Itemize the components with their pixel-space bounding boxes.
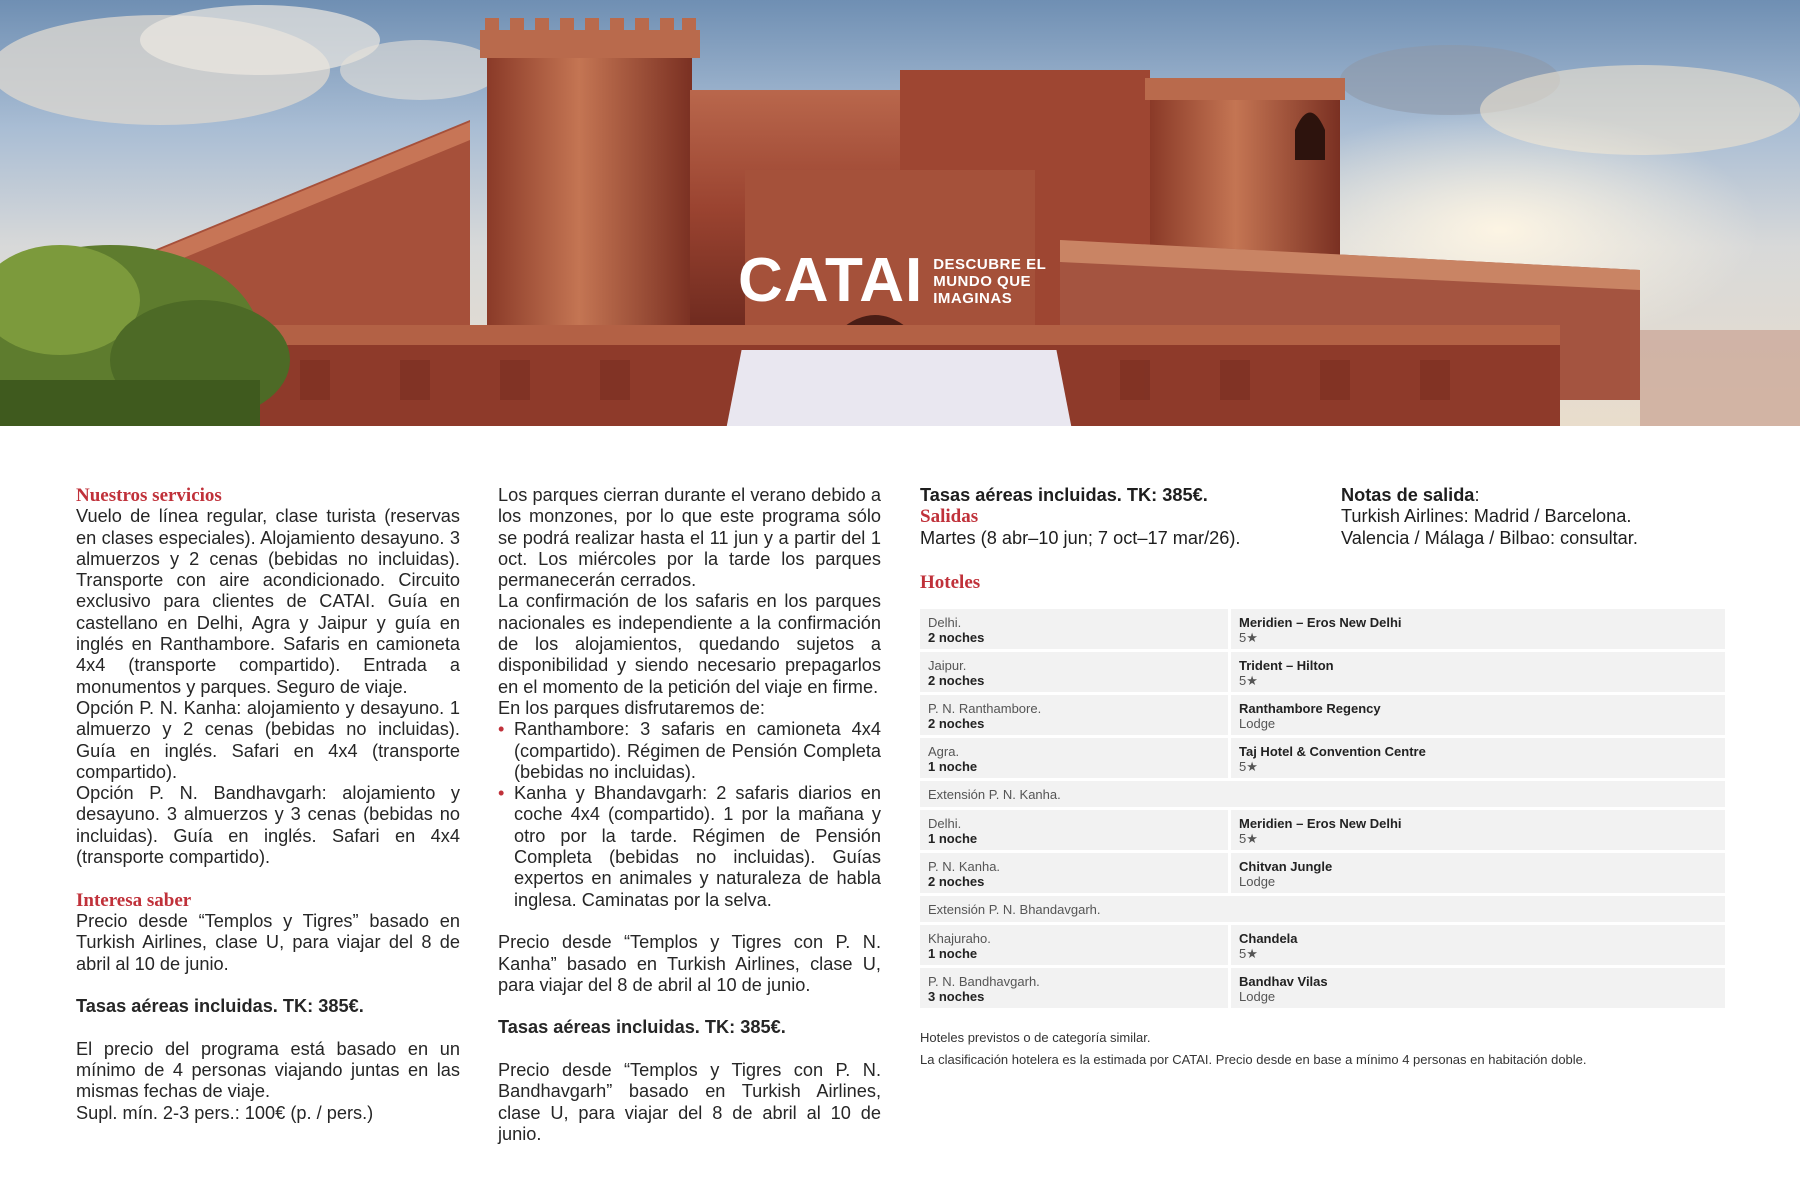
hotel-category: 5★ bbox=[1239, 630, 1258, 645]
hotel-name: Trident – Hilton bbox=[1239, 658, 1334, 673]
table-row bbox=[920, 968, 1725, 1008]
paragraph: Supl. mín. 2-3 pers.: 100€ (p. / pers.) bbox=[76, 1102, 374, 1123]
location-cell bbox=[920, 738, 1231, 778]
nights: 1 noche bbox=[928, 946, 978, 961]
location: Jaipur. bbox=[928, 658, 967, 673]
hotel-name: Meridien – Eros New Delhi bbox=[1239, 816, 1402, 831]
nights: 1 noche bbox=[928, 831, 978, 846]
extension-label: Extensión P. N. Kanha. bbox=[920, 781, 1725, 807]
location-cell bbox=[920, 652, 1231, 692]
paragraph: En los parques disfrutaremos de: bbox=[498, 697, 765, 718]
section-title-servicios: Nuestros servicios bbox=[76, 485, 222, 506]
location: P. N. Kanha. bbox=[928, 859, 1001, 874]
section-title-hoteles: Hoteles bbox=[920, 572, 981, 593]
location-cell bbox=[920, 810, 1231, 850]
hotel-cell bbox=[1231, 968, 1725, 1008]
hotel-category: Lodge bbox=[1239, 989, 1276, 1004]
nights: 2 noches bbox=[928, 673, 985, 688]
hotel-name: Chandela bbox=[1239, 931, 1298, 946]
nights: 2 noches bbox=[928, 630, 985, 645]
hotel-cell bbox=[1231, 853, 1725, 893]
hotel-cell bbox=[1231, 695, 1725, 735]
table-row bbox=[920, 810, 1725, 850]
paragraph: Precio desde “Templos y Tigres” basado en Turkish Airlines, clase U, para viajar del 8 de abril al 10 de junio. bbox=[76, 910, 460, 974]
location-cell bbox=[920, 968, 1231, 1008]
location: Delhi. bbox=[928, 615, 962, 630]
table-row bbox=[920, 695, 1725, 735]
tagline-line: IMAGINAS bbox=[933, 289, 1013, 307]
hotel-category: 5★ bbox=[1239, 673, 1258, 688]
location: Khajuraho. bbox=[928, 931, 991, 946]
location-cell bbox=[920, 609, 1231, 649]
table-row bbox=[920, 652, 1725, 692]
extension-label: Extensión P. N. Bhandavgarh. bbox=[920, 896, 1725, 922]
footnote: La clasificación hotelera es la estimada por CATAI. Precio desde en base a mínimo 4 personas en habitación doble. bbox=[920, 1052, 1587, 1067]
table-row bbox=[920, 738, 1725, 778]
paragraph: El precio del programa está basado en un mínimo de 4 personas viajando juntas en las mismas fechas de viaje. bbox=[76, 1038, 460, 1102]
hotel-cell bbox=[1231, 652, 1725, 692]
brand-tagline bbox=[933, 256, 1046, 307]
hotel-name: Chitvan Jungle bbox=[1239, 859, 1333, 874]
tasas-note: Tasas aéreas incluidas. TK: 385€. bbox=[498, 1017, 786, 1038]
nights: 2 noches bbox=[928, 716, 985, 731]
location-cell bbox=[920, 853, 1231, 893]
hotel-cell bbox=[1231, 738, 1725, 778]
nights: 1 noche bbox=[928, 759, 978, 774]
hotel-category: Lodge bbox=[1239, 874, 1276, 889]
nights: 2 noches bbox=[928, 874, 985, 889]
parks-list bbox=[498, 719, 881, 911]
paragraph: Opción P. N. Bandhavgarh: alojamiento y desayuno. 3 almuerzos y 3 cenas (bebidas no incluidas). Guía en inglés. Safari en 4x4 (transporte compartido). bbox=[76, 783, 460, 868]
hotel-name: Bandhav Vilas bbox=[1239, 974, 1328, 989]
notas-title: Notas de salida bbox=[1341, 485, 1475, 505]
hotel-category: 5★ bbox=[1239, 946, 1258, 961]
tagline-line: DESCUBRE EL bbox=[933, 255, 1047, 273]
hotel-name: Meridien – Eros New Delhi bbox=[1239, 615, 1402, 630]
footnote: Hoteles previstos o de categoría similar. bbox=[920, 1030, 1151, 1045]
table-row bbox=[920, 609, 1725, 649]
paragraph: La confirmación de los safaris en los parques nacionales es independiente a la confirmación de los alojamientos, quedando sujetos a disponibilidad y siendo necesario prepagarlos en el momento de la petición del viaje en firme. bbox=[498, 591, 881, 697]
table-row bbox=[920, 781, 1725, 807]
hero-banner bbox=[0, 0, 1800, 426]
location-cell bbox=[920, 925, 1231, 965]
column-services bbox=[76, 485, 460, 1124]
hotel-category: 5★ bbox=[1239, 759, 1258, 774]
table-row bbox=[920, 925, 1725, 965]
notas-colon: : bbox=[1474, 485, 1480, 505]
hotel-notes bbox=[920, 1027, 1740, 1071]
catai-logo bbox=[738, 246, 1047, 315]
table-row bbox=[920, 853, 1725, 893]
notas-line: Valencia / Málaga / Bilbao: consultar. bbox=[1341, 527, 1638, 548]
hotel-cell bbox=[1231, 810, 1725, 850]
hotels-table bbox=[920, 606, 1725, 1011]
paragraph: Precio desde “Templos y Tigres con P. N. Kanha” basado en Turkish Airlines, clase U, para viajar del 8 de abril al 10 de junio. bbox=[498, 932, 881, 995]
salidas-block bbox=[920, 485, 1310, 549]
paragraph: Los parques cierran durante el verano debido a los monzones, por lo que este programa sólo se podrá realizar hasta el 11 jun y a partir del 1 oct. Los miércoles por la tarde los parques permanecerán cerrados. bbox=[498, 485, 881, 591]
brand-name: CATAI bbox=[738, 246, 924, 315]
hotel-category: 5★ bbox=[1239, 831, 1258, 846]
location: Agra. bbox=[928, 744, 960, 759]
location-cell bbox=[920, 695, 1231, 735]
hotel-category: Lodge bbox=[1239, 716, 1276, 731]
hotel-cell bbox=[1231, 925, 1725, 965]
list-item: • Ranthambore: 3 safaris en camioneta 4x4 (compartido). Régimen de Pensión Completa (bebidas no incluidas). bbox=[498, 719, 881, 783]
table-row bbox=[920, 896, 1725, 922]
hotel-name: Ranthambore Regency bbox=[1239, 701, 1381, 716]
paragraph: Opción P. N. Kanha: alojamiento y desayuno. 1 almuerzo y 2 cenas (bebidas no incluidas). Guía en inglés. Safari en 4x4 (transporte compartido). bbox=[76, 697, 460, 782]
location: Delhi. bbox=[928, 816, 962, 831]
section-title-salidas: Salidas bbox=[920, 506, 979, 528]
list-item: • Kanha y Bhandavgarh: 2 safaris diarios en coche 4x4 (compartido). 1 por la mañana y otro por la tarde. Régimen de Pensión Completa (bebidas no incluidas). Guías expertos en animales y naturaleza de habla inglesa. Caminatas por la selva. bbox=[498, 783, 881, 911]
page-tab-shape bbox=[726, 350, 1072, 426]
tasas-note: Tasas aéreas incluidas. TK: 385€. bbox=[920, 485, 1208, 505]
salidas-dates: Martes (8 abr–10 jun; 7 oct–17 mar/26). bbox=[920, 527, 1241, 548]
nights: 3 noches bbox=[928, 989, 985, 1004]
hotel-cell bbox=[1231, 609, 1725, 649]
paragraph: Precio desde “Templos y Tigres con P. N. Bandhavgarh” basado en Turkish Airlines, clase U, para viajar del 8 de abril al 10 de junio. bbox=[498, 1060, 881, 1144]
notas-block bbox=[1341, 485, 1741, 549]
section-title-interesa: Interesa saber bbox=[76, 889, 192, 911]
hotel-name: Taj Hotel & Convention Centre bbox=[1239, 744, 1426, 759]
tagline-line: MUNDO QUE bbox=[933, 272, 1032, 290]
location: P. N. Ranthambore. bbox=[928, 701, 1042, 716]
paragraph: Vuelo de línea regular, clase turista (reservas en clases especiales). Alojamiento desayuno. 3 almuerzos y 2 cenas (bebidas no incluidas). Transporte con aire acondicionado. Circuito exclusivo para clientes de CATAI. Guía en castellano en Delhi, Agra y Jaipur y guía en inglés en Ranthambore. Safaris en camioneta 4x4 (transporte compartido). Entrada a monumentos y parques. Seguro de viaje. bbox=[76, 506, 460, 697]
location: P. N. Bandhavgarh. bbox=[928, 974, 1040, 989]
column-parks bbox=[498, 485, 881, 1145]
tasas-note: Tasas aéreas incluidas. TK: 385€. bbox=[76, 996, 364, 1017]
notas-line: Turkish Airlines: Madrid / Barcelona. bbox=[1341, 506, 1632, 527]
